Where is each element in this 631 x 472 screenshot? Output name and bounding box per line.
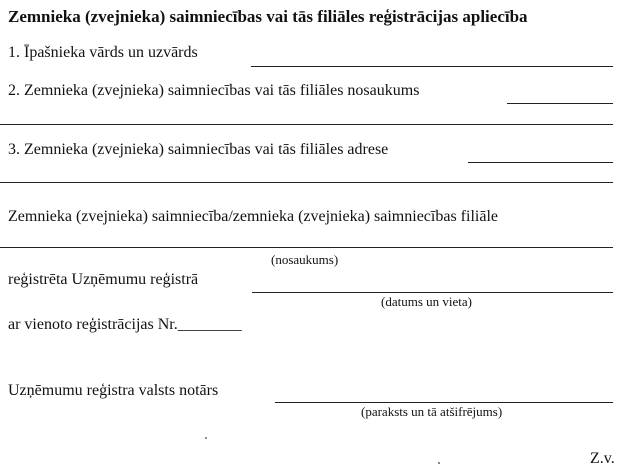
field-owner-name-line [251, 66, 613, 67]
caption-date-place: (datums un vieta) [381, 294, 472, 309]
caption-signature: (paraksts un tā atšifrējums) [361, 404, 503, 419]
registration-statement: Zemnieka (zvejnieka) saimniecība/zemnieka (zvejnieka) saimniecības filiāle [8, 208, 498, 225]
field-farm-address-line [468, 162, 613, 163]
signature-line [275, 402, 613, 403]
field-farm-name-line-2 [0, 124, 613, 125]
notary-label: Uzņēmumu reģistra valsts notārs [8, 382, 219, 399]
field-farm-address-label: 3. Zemnieka (zvejnieka) saimniecības vai tās filiāles adrese [8, 141, 389, 158]
field-farm-name-label: 2. Zemnieka (zvejnieka) saimniecības vai tās filiāles nosaukums [8, 82, 420, 99]
entity-name-line [0, 247, 613, 248]
field-farm-address-line-2 [0, 182, 613, 183]
registered-in-label: reģistrēta Uzņēmumu reģistrā [8, 271, 199, 288]
registration-number-label: ar vienoto reģistrācijas Nr.________ [8, 316, 242, 333]
document-title: Zemnieka (zvejnieka) saimniecības vai tās filiāles reģistrācijas apliecība [8, 7, 528, 26]
date-place-line [252, 292, 613, 293]
scan-speck [438, 462, 440, 464]
seal-mark: Z.v. [590, 450, 615, 467]
field-owner-name-label: 1. Īpašnieka vārds un uzvārds [8, 44, 198, 61]
scan-speck [205, 437, 207, 439]
field-farm-name-line [507, 103, 613, 104]
caption-name: (nosaukums) [271, 252, 339, 267]
